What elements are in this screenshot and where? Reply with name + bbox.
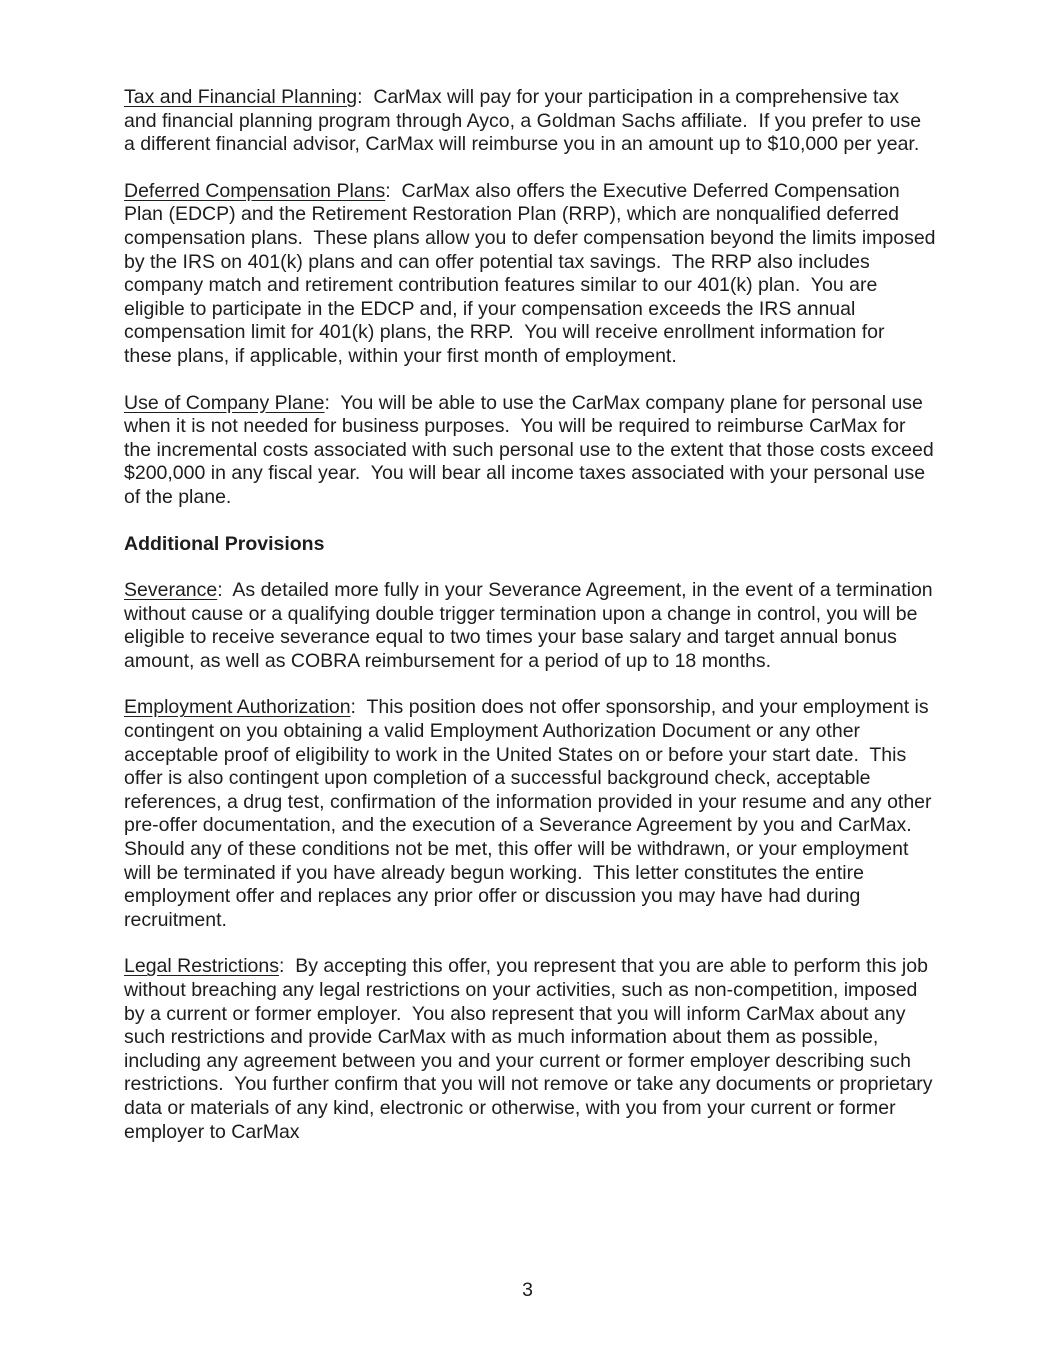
heading-additional-provisions: Additional Provisions: [124, 532, 325, 555]
section-label-legal-restrictions: Legal Restrictions: [124, 955, 279, 978]
paragraph-severance: [124, 579, 939, 673]
page-number: 3: [522, 1279, 533, 1302]
paragraph-use-of-company-plane: [124, 391, 940, 510]
section-body-tax-and-financial-planning: : CarMax will pay for your participation in a comprehensive tax and financial planning program through Ayco, a Goldman Sachs affiliate. If you prefer to use a different financial advisor, CarMax will reimburse you in an amount up to $10,000 per year.: [124, 86, 927, 156]
paragraph-employment-authorization: [124, 696, 936, 932]
section-label-severance: Severance: [124, 579, 218, 602]
section-body-employment-authorization: : This position does not offer sponsorship, and your employment is contingent on you obtaining a valid Employment Authorization Document or any other acceptable proof of eligibility to work in the United States on or before your start date. This offer is also contingent upon completion of a successful background check, acceptable references, a drug test, confirmation of the information provided in your resume and any other pre-offer documentation, and the execution of a Severance Agreement by you and CarMax. Should any of these conditions not be met, this offer will be withdrawn, or your employment will be terminated if you have already begun working. This letter constitutes the entire employment offer and replaces any prior offer or discussion you may have had during recruitment.: [124, 696, 937, 931]
section-body-deferred-compensation-plans: : CarMax also offers the Executive Deferred Compensation Plan (EDCP) and the Retirement Restoration Plan (RRP), which are nonqualified deferred compensation plans. These plans allow you to defer compensation beyond the limits imposed by the IRS on 401(k) plans and can offer potential tax savings. The RRP also includes company match and retirement contribution features similar to our 401(k) plan. You are eligible to participate in the EDCP and, if your compensation exceeds the IRS annual compensation limit for 401(k) plans, the RRP. You will receive enrollment information for these plans, if applicable, within your first month of employment.: [124, 179, 941, 367]
section-body-severance: : As detailed more fully in your Severance Agreement, in the event of a termination without cause or a qualifying double trigger termination upon a change in control, you will be eligible to receive severance equal to two times your base salary and target annual bonus amount, as well as COBRA reimbursement for a period of up to 18 months.: [124, 579, 939, 672]
paragraph-tax-and-financial-planning: [124, 86, 936, 157]
document-content: [124, 86, 941, 1167]
section-label-deferred-compensation-plans: Deferred Compensation Plans: [124, 179, 386, 202]
section-label-employment-authorization: Employment Authorization: [124, 696, 351, 719]
paragraph-legal-restrictions: [124, 955, 936, 1144]
paragraph-deferred-compensation-plans: [124, 179, 941, 369]
section-label-use-of-company-plane: Use of Company Plane: [124, 391, 325, 414]
section-body-legal-restrictions: : By accepting this offer, you represent that you are able to perform this job without breaching any legal restrictions on your activities, such as non-competition, imposed by a current or former employer. You also represent that you will inform CarMax about any such restrictions and provide CarMax with as much information about them as possible, including any agreement between you and your current or former employer describing such restrictions. You further confirm that you will not remove or take any documents or proprietary data or materials of any kind, electronic or otherwise, with you from your current or former employer to CarMax: [124, 955, 938, 1143]
section-label-tax-and-financial-planning: Tax and Financial Planning: [124, 86, 358, 108]
section-body-use-of-company-plane: : You will be able to use the CarMax company plane for personal use when it is not needed for business purposes. You will be required to reimburse CarMax for the incremental costs associated with such personal use to the extent that those costs exceed $200,000 in any fiscal year. You will bear all income taxes associated with your personal use of the plane.: [124, 391, 940, 508]
